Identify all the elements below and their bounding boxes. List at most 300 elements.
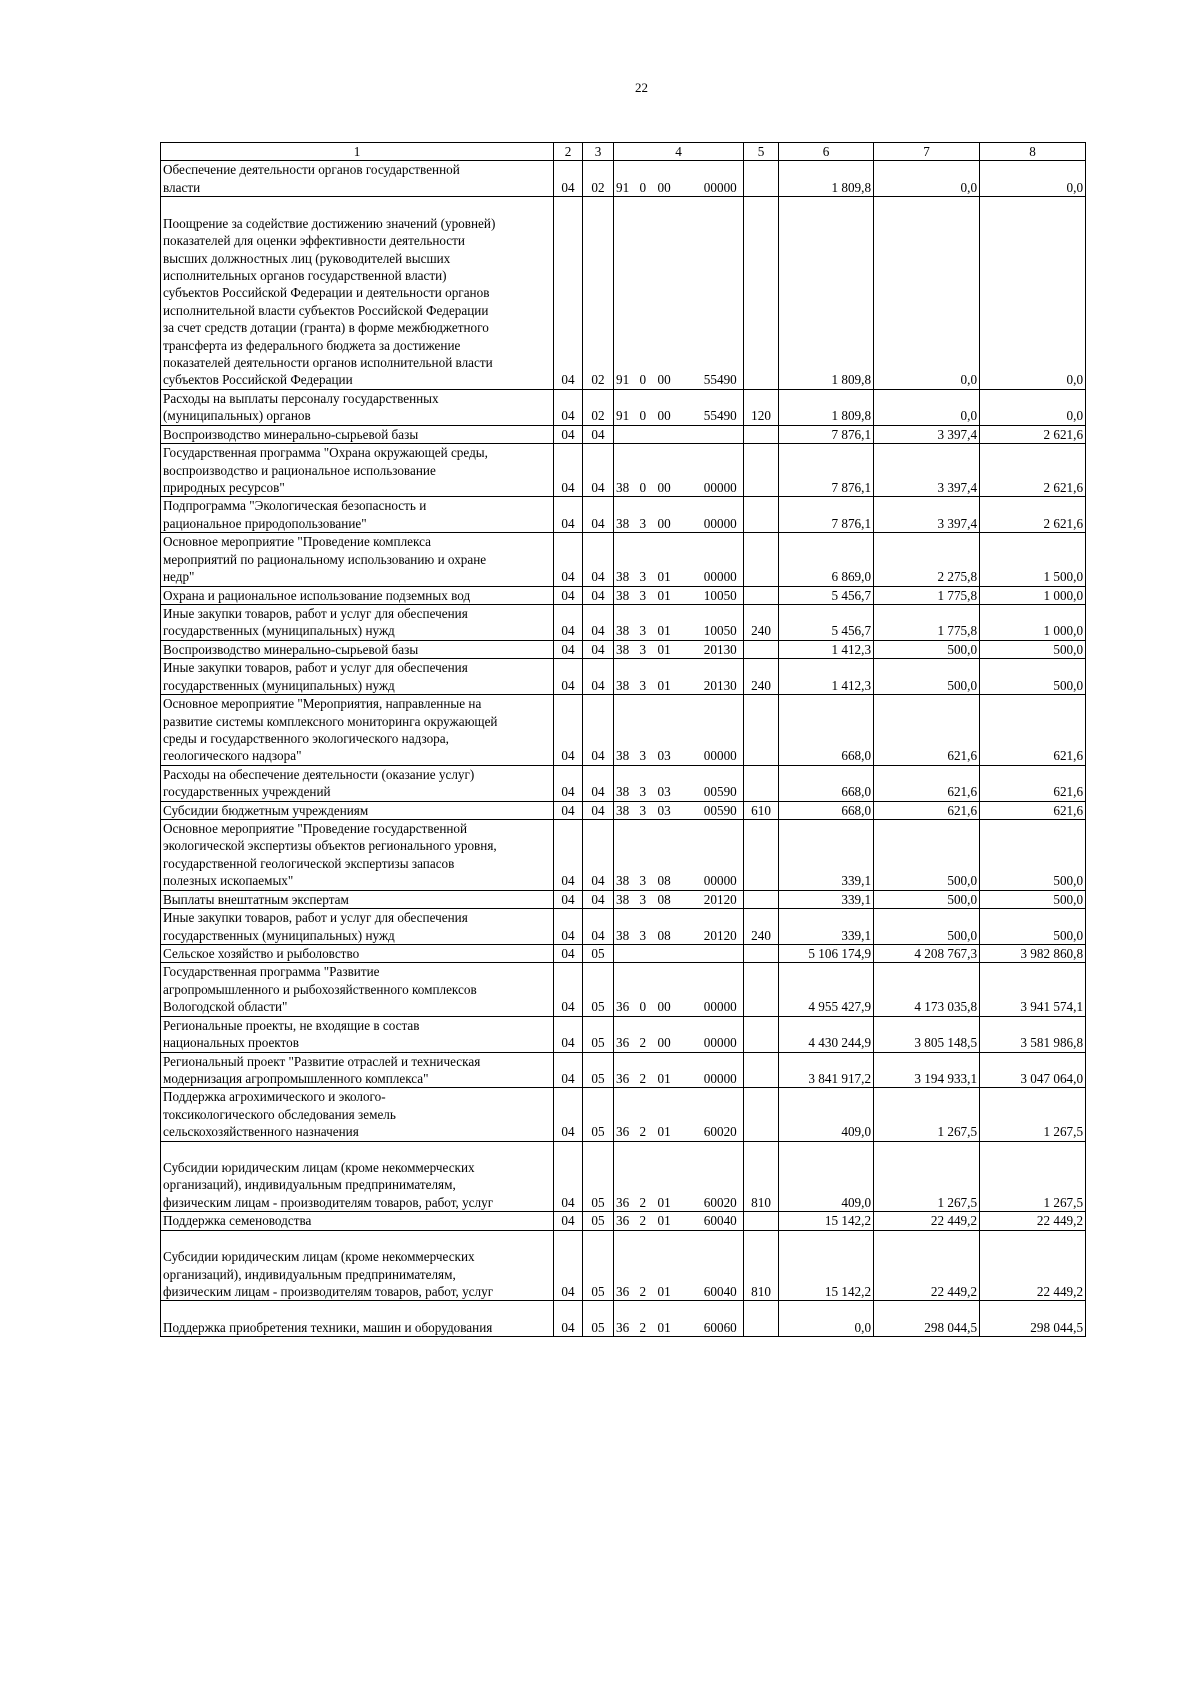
col-2: 04 <box>554 161 583 197</box>
col-3: 05 <box>583 1088 614 1141</box>
col-4-subprogram: 3 <box>638 801 656 819</box>
col-4-program: 38 <box>614 640 638 658</box>
col-4-measure: 01 <box>656 1052 698 1088</box>
row-name: Основное мероприятие "Мероприятия, направленные на развитие системы комплексного мониторинга окружающей среды и государственного экологического надзора, геологического надзора" <box>161 695 554 766</box>
col-3: 04 <box>583 640 614 658</box>
col-4-direction: 00000 <box>698 963 744 1016</box>
col-4-direction: 00590 <box>698 765 744 801</box>
col-7: 500,0 <box>874 820 980 891</box>
col-6: 1 412,3 <box>779 640 874 658</box>
col-4-program: 38 <box>614 820 638 891</box>
table-row <box>161 640 1086 658</box>
col-2: 04 <box>554 909 583 945</box>
col-7: 1 775,8 <box>874 604 980 640</box>
col-4-measure: 00 <box>656 197 698 390</box>
row-name: Воспроизводство минерально-сырьевой базы <box>161 640 554 658</box>
col-7: 0,0 <box>874 161 980 197</box>
col-4-measure: 00 <box>656 963 698 1016</box>
col-4-subprogram: 2 <box>638 1052 656 1088</box>
col-5 <box>744 1301 779 1337</box>
col-4-subprogram <box>638 944 656 962</box>
col-6: 6 869,0 <box>779 533 874 586</box>
col-5: 240 <box>744 909 779 945</box>
col-8: 500,0 <box>980 909 1086 945</box>
row-name: Иные закупки товаров, работ и услуг для обеспечения государственных (муниципальных) нужд <box>161 659 554 695</box>
col-2: 04 <box>554 890 583 908</box>
col-4-measure: 01 <box>656 1212 698 1230</box>
col-4-program: 38 <box>614 659 638 695</box>
col-4-subprogram: 2 <box>638 1016 656 1052</box>
col-8: 1 000,0 <box>980 586 1086 604</box>
header-col-6: 6 <box>779 143 874 161</box>
col-7: 0,0 <box>874 197 980 390</box>
col-4-subprogram: 0 <box>638 444 656 497</box>
col-4-direction: 60040 <box>698 1230 744 1301</box>
col-6: 5 106 174,9 <box>779 944 874 962</box>
col-4-subprogram: 0 <box>638 389 656 425</box>
col-4-program: 38 <box>614 604 638 640</box>
col-4-program: 91 <box>614 197 638 390</box>
col-4-program: 36 <box>614 1016 638 1052</box>
col-3: 05 <box>583 944 614 962</box>
col-6: 1 809,8 <box>779 161 874 197</box>
col-4-program <box>614 425 638 443</box>
col-8: 1 000,0 <box>980 604 1086 640</box>
col-8: 0,0 <box>980 197 1086 390</box>
col-3: 02 <box>583 161 614 197</box>
col-3: 05 <box>583 1301 614 1337</box>
col-8: 1 500,0 <box>980 533 1086 586</box>
col-4-program: 38 <box>614 497 638 533</box>
row-name: Подпрограмма "Экологическая безопасность и рациональное природопользование" <box>161 497 554 533</box>
row-name: Региональный проект "Развитие отраслей и техническая модернизация агропромышленного комплекса" <box>161 1052 554 1088</box>
col-4-measure: 08 <box>656 890 698 908</box>
col-5: 120 <box>744 389 779 425</box>
col-5 <box>744 533 779 586</box>
col-4-measure: 01 <box>656 604 698 640</box>
col-3: 04 <box>583 659 614 695</box>
col-2: 04 <box>554 963 583 1016</box>
col-8: 1 267,5 <box>980 1141 1086 1212</box>
row-name: Воспроизводство минерально-сырьевой базы <box>161 425 554 443</box>
col-4-direction: 00000 <box>698 497 744 533</box>
col-4-measure <box>656 425 698 443</box>
table-row <box>161 1212 1086 1230</box>
col-4-subprogram: 3 <box>638 497 656 533</box>
col-3: 04 <box>583 765 614 801</box>
row-name: Субсидии бюджетным учреждениям <box>161 801 554 819</box>
col-4-program: 38 <box>614 909 638 945</box>
table-row <box>161 586 1086 604</box>
col-4-subprogram: 2 <box>638 1088 656 1141</box>
col-3: 05 <box>583 1212 614 1230</box>
col-4-program: 38 <box>614 801 638 819</box>
table-row <box>161 820 1086 891</box>
col-7: 500,0 <box>874 640 980 658</box>
row-name: Субсидии юридическим лицам (кроме некоммерческих организаций), индивидуальным предпринимателям, физическим лицам - производителям товаров, работ, услуг <box>161 1230 554 1301</box>
row-name: Основное мероприятие "Проведение комплекса мероприятий по рациональному использованию и охране недр" <box>161 533 554 586</box>
table-row <box>161 1141 1086 1212</box>
col-4-direction: 10050 <box>698 604 744 640</box>
col-2: 04 <box>554 1141 583 1212</box>
col-7: 4 173 035,8 <box>874 963 980 1016</box>
col-3: 05 <box>583 963 614 1016</box>
col-6: 1 412,3 <box>779 659 874 695</box>
col-7: 500,0 <box>874 659 980 695</box>
col-6: 3 841 917,2 <box>779 1052 874 1088</box>
col-6: 7 876,1 <box>779 425 874 443</box>
col-4-direction: 60040 <box>698 1212 744 1230</box>
col-5 <box>744 1052 779 1088</box>
col-3: 04 <box>583 820 614 891</box>
col-4-direction: 60060 <box>698 1301 744 1337</box>
col-8: 3 581 986,8 <box>980 1016 1086 1052</box>
col-8: 22 449,2 <box>980 1230 1086 1301</box>
col-4-direction: 20130 <box>698 640 744 658</box>
col-5 <box>744 820 779 891</box>
col-7: 2 275,8 <box>874 533 980 586</box>
table-row <box>161 1052 1086 1088</box>
col-4-subprogram: 2 <box>638 1141 656 1212</box>
col-7: 22 449,2 <box>874 1212 980 1230</box>
col-8: 1 267,5 <box>980 1088 1086 1141</box>
col-6: 339,1 <box>779 909 874 945</box>
row-name: Выплаты внештатным экспертам <box>161 890 554 908</box>
col-4-direction: 20130 <box>698 659 744 695</box>
col-2: 04 <box>554 604 583 640</box>
col-5 <box>744 963 779 1016</box>
col-4-direction <box>698 944 744 962</box>
col-5 <box>744 1212 779 1230</box>
col-4-measure: 01 <box>656 1230 698 1301</box>
row-name: Расходы на выплаты персоналу государственных (муниципальных) органов <box>161 389 554 425</box>
col-3: 05 <box>583 1141 614 1212</box>
col-4-measure: 01 <box>656 1301 698 1337</box>
col-2: 04 <box>554 497 583 533</box>
table-row <box>161 425 1086 443</box>
col-8: 500,0 <box>980 640 1086 658</box>
col-2: 04 <box>554 1088 583 1141</box>
row-name: Региональные проекты, не входящие в состав национальных проектов <box>161 1016 554 1052</box>
col-4-subprogram: 0 <box>638 963 656 1016</box>
col-4-direction: 60020 <box>698 1141 744 1212</box>
col-4-measure: 01 <box>656 659 698 695</box>
col-7: 3 805 148,5 <box>874 1016 980 1052</box>
col-4-program: 36 <box>614 1141 638 1212</box>
table-row <box>161 389 1086 425</box>
col-2: 04 <box>554 944 583 962</box>
col-4-direction: 55490 <box>698 197 744 390</box>
col-7: 621,6 <box>874 801 980 819</box>
col-7: 1 267,5 <box>874 1088 980 1141</box>
col-8: 2 621,6 <box>980 497 1086 533</box>
col-4-measure: 08 <box>656 909 698 945</box>
col-2: 04 <box>554 425 583 443</box>
col-8: 500,0 <box>980 820 1086 891</box>
col-2: 04 <box>554 820 583 891</box>
row-name: Поддержка семеноводства <box>161 1212 554 1230</box>
col-2: 04 <box>554 197 583 390</box>
col-7: 3 397,4 <box>874 444 980 497</box>
col-3: 04 <box>583 497 614 533</box>
col-4-measure: 01 <box>656 640 698 658</box>
col-4-subprogram: 2 <box>638 1212 656 1230</box>
col-6: 339,1 <box>779 820 874 891</box>
table-row <box>161 944 1086 962</box>
col-4-subprogram: 3 <box>638 604 656 640</box>
col-6: 15 142,2 <box>779 1212 874 1230</box>
table-row <box>161 963 1086 1016</box>
row-name: Расходы на обеспечение деятельности (оказание услуг) государственных учреждений <box>161 765 554 801</box>
col-4-measure: 01 <box>656 1141 698 1212</box>
table-row <box>161 604 1086 640</box>
col-4-measure: 03 <box>656 801 698 819</box>
col-2: 04 <box>554 1016 583 1052</box>
col-7: 500,0 <box>874 909 980 945</box>
table-row <box>161 497 1086 533</box>
col-4-program: 38 <box>614 533 638 586</box>
col-6: 1 809,8 <box>779 197 874 390</box>
table-row <box>161 1230 1086 1301</box>
col-5 <box>744 197 779 390</box>
col-5: 610 <box>744 801 779 819</box>
col-6: 5 456,7 <box>779 586 874 604</box>
col-4-program: 36 <box>614 1088 638 1141</box>
col-3: 04 <box>583 890 614 908</box>
row-name: Поддержка приобретения техники, машин и оборудования <box>161 1301 554 1337</box>
col-3: 04 <box>583 533 614 586</box>
row-name: Обеспечение деятельности органов государственной власти <box>161 161 554 197</box>
col-4-direction: 00000 <box>698 1016 744 1052</box>
col-3: 04 <box>583 801 614 819</box>
table-row <box>161 765 1086 801</box>
col-4-direction: 20120 <box>698 890 744 908</box>
col-3: 02 <box>583 197 614 390</box>
col-5 <box>744 695 779 766</box>
col-8: 621,6 <box>980 801 1086 819</box>
col-2: 04 <box>554 1230 583 1301</box>
col-2: 04 <box>554 533 583 586</box>
col-4-measure: 01 <box>656 533 698 586</box>
col-4-subprogram: 3 <box>638 765 656 801</box>
col-6: 15 142,2 <box>779 1230 874 1301</box>
header-col-8: 8 <box>980 143 1086 161</box>
header-col-7: 7 <box>874 143 980 161</box>
col-4-subprogram: 0 <box>638 161 656 197</box>
col-3: 05 <box>583 1016 614 1052</box>
col-5: 240 <box>744 659 779 695</box>
table-row <box>161 1088 1086 1141</box>
col-7: 621,6 <box>874 695 980 766</box>
col-8: 500,0 <box>980 659 1086 695</box>
row-name: Основное мероприятие "Проведение государственной экологической экспертизы объектов регионального уровня, государственной геологической экспертизы запасов полезных ископаемых" <box>161 820 554 891</box>
table-row <box>161 659 1086 695</box>
table-row <box>161 197 1086 390</box>
col-4-subprogram: 3 <box>638 695 656 766</box>
col-4-measure: 03 <box>656 765 698 801</box>
col-4-direction: 55490 <box>698 389 744 425</box>
col-5 <box>744 161 779 197</box>
col-4-measure: 00 <box>656 444 698 497</box>
row-name: Субсидии юридическим лицам (кроме некоммерческих организаций), индивидуальным предпринимателям, физическим лицам - производителям товаров, работ, услуг <box>161 1141 554 1212</box>
row-name: Государственная программа "Охрана окружающей среды, воспроизводство и рациональное использование природных ресурсов" <box>161 444 554 497</box>
col-2: 04 <box>554 765 583 801</box>
row-name: Государственная программа "Развитие агропромышленного и рыбохозяйственного комплексов Вологодской области" <box>161 963 554 1016</box>
col-4-direction: 00000 <box>698 695 744 766</box>
col-4-direction: 00590 <box>698 801 744 819</box>
table-row <box>161 909 1086 945</box>
col-7: 4 208 767,3 <box>874 944 980 962</box>
col-2: 04 <box>554 695 583 766</box>
col-5 <box>744 890 779 908</box>
col-4-direction <box>698 425 744 443</box>
header-row <box>161 143 1086 161</box>
page-number: 22 <box>635 80 648 95</box>
col-5 <box>744 444 779 497</box>
col-6: 0,0 <box>779 1301 874 1337</box>
col-6: 409,0 <box>779 1088 874 1141</box>
col-6: 668,0 <box>779 765 874 801</box>
col-7: 3 194 933,1 <box>874 1052 980 1088</box>
col-8: 0,0 <box>980 389 1086 425</box>
col-6: 668,0 <box>779 801 874 819</box>
header-col-3: 3 <box>583 143 614 161</box>
col-8: 22 449,2 <box>980 1212 1086 1230</box>
col-4-subprogram: 3 <box>638 640 656 658</box>
col-4-program: 36 <box>614 1212 638 1230</box>
col-3: 04 <box>583 909 614 945</box>
col-4-subprogram: 3 <box>638 586 656 604</box>
col-6: 4 955 427,9 <box>779 963 874 1016</box>
table-row <box>161 533 1086 586</box>
col-5 <box>744 1016 779 1052</box>
col-5: 240 <box>744 604 779 640</box>
col-5 <box>744 425 779 443</box>
col-3: 04 <box>583 586 614 604</box>
col-6: 7 876,1 <box>779 497 874 533</box>
col-7: 621,6 <box>874 765 980 801</box>
col-7: 1 267,5 <box>874 1141 980 1212</box>
col-3: 04 <box>583 604 614 640</box>
col-4-measure: 00 <box>656 497 698 533</box>
table-row <box>161 161 1086 197</box>
col-4-measure: 08 <box>656 820 698 891</box>
col-8: 500,0 <box>980 890 1086 908</box>
table-row <box>161 801 1086 819</box>
col-4-subprogram: 2 <box>638 1230 656 1301</box>
col-5 <box>744 944 779 962</box>
table-row <box>161 1016 1086 1052</box>
col-8: 621,6 <box>980 765 1086 801</box>
col-4-program: 91 <box>614 389 638 425</box>
table-row <box>161 890 1086 908</box>
col-8: 2 621,6 <box>980 444 1086 497</box>
col-4-direction: 00000 <box>698 1052 744 1088</box>
col-4-program: 38 <box>614 444 638 497</box>
col-4-program: 38 <box>614 586 638 604</box>
col-4-program: 36 <box>614 1052 638 1088</box>
col-4-subprogram: 3 <box>638 533 656 586</box>
col-6: 668,0 <box>779 695 874 766</box>
col-8: 298 044,5 <box>980 1301 1086 1337</box>
row-name: Иные закупки товаров, работ и услуг для обеспечения государственных (муниципальных) нужд <box>161 604 554 640</box>
col-4-subprogram <box>638 425 656 443</box>
col-4-subprogram: 0 <box>638 197 656 390</box>
col-2: 04 <box>554 444 583 497</box>
col-3: 04 <box>583 444 614 497</box>
table-row <box>161 1301 1086 1337</box>
col-6: 409,0 <box>779 1141 874 1212</box>
col-4-measure: 00 <box>656 389 698 425</box>
col-6: 1 809,8 <box>779 389 874 425</box>
col-4-direction: 60020 <box>698 1088 744 1141</box>
col-5 <box>744 765 779 801</box>
col-4-direction: 00000 <box>698 161 744 197</box>
col-4-measure: 00 <box>656 1016 698 1052</box>
row-name: Поддержка агрохимического и эколого- токсикологического обследования земель сельскохозяйственного назначения <box>161 1088 554 1141</box>
col-2: 04 <box>554 1212 583 1230</box>
col-7: 3 397,4 <box>874 425 980 443</box>
col-6: 5 456,7 <box>779 604 874 640</box>
col-3: 04 <box>583 695 614 766</box>
col-6: 339,1 <box>779 890 874 908</box>
col-4-subprogram: 3 <box>638 909 656 945</box>
col-8: 3 047 064,0 <box>980 1052 1086 1088</box>
col-5: 810 <box>744 1230 779 1301</box>
col-2: 04 <box>554 1301 583 1337</box>
header-col-1: 1 <box>161 143 554 161</box>
col-4-program: 36 <box>614 963 638 1016</box>
col-8: 3 982 860,8 <box>980 944 1086 962</box>
col-2: 04 <box>554 389 583 425</box>
col-8: 2 621,6 <box>980 425 1086 443</box>
budget-table <box>160 142 1086 1337</box>
col-5: 810 <box>744 1141 779 1212</box>
col-4-measure: 03 <box>656 695 698 766</box>
col-5 <box>744 497 779 533</box>
col-4-direction: 10050 <box>698 586 744 604</box>
table-row <box>161 695 1086 766</box>
table-row <box>161 444 1086 497</box>
row-name: Иные закупки товаров, работ и услуг для обеспечения государственных (муниципальных) нужд <box>161 909 554 945</box>
col-4-program: 38 <box>614 765 638 801</box>
col-4-direction: 20120 <box>698 909 744 945</box>
col-3: 05 <box>583 1230 614 1301</box>
col-7: 3 397,4 <box>874 497 980 533</box>
col-2: 04 <box>554 640 583 658</box>
col-4-program: 38 <box>614 890 638 908</box>
col-3: 05 <box>583 1052 614 1088</box>
col-5 <box>744 1088 779 1141</box>
col-7: 298 044,5 <box>874 1301 980 1337</box>
row-name: Поощрение за содействие достижению значений (уровней) показателей для оценки эффективности деятельности высших должностных лиц (руководителей высших исполнительных органов государственной власти) субъектов Российской Федерации и деятельности органов исполнительной власти субъектов Российской Федерации за счет средств дотации (гранта) в форме межбюджетного трансферта из федерального бюджета за достижение показателей деятельности органов исполнительной власти субъектов Российской Федерации <box>161 197 554 390</box>
col-4-direction: 00000 <box>698 533 744 586</box>
col-4-subprogram: 2 <box>638 1301 656 1337</box>
col-4-program: 38 <box>614 695 638 766</box>
col-6: 7 876,1 <box>779 444 874 497</box>
col-5 <box>744 586 779 604</box>
col-2: 04 <box>554 586 583 604</box>
col-8: 0,0 <box>980 161 1086 197</box>
header-col-4: 4 <box>614 143 744 161</box>
col-3: 02 <box>583 389 614 425</box>
col-7: 22 449,2 <box>874 1230 980 1301</box>
col-7: 500,0 <box>874 890 980 908</box>
col-6: 4 430 244,9 <box>779 1016 874 1052</box>
row-name: Охрана и рациональное использование подземных вод <box>161 586 554 604</box>
col-4-program: 36 <box>614 1301 638 1337</box>
col-4-measure <box>656 944 698 962</box>
